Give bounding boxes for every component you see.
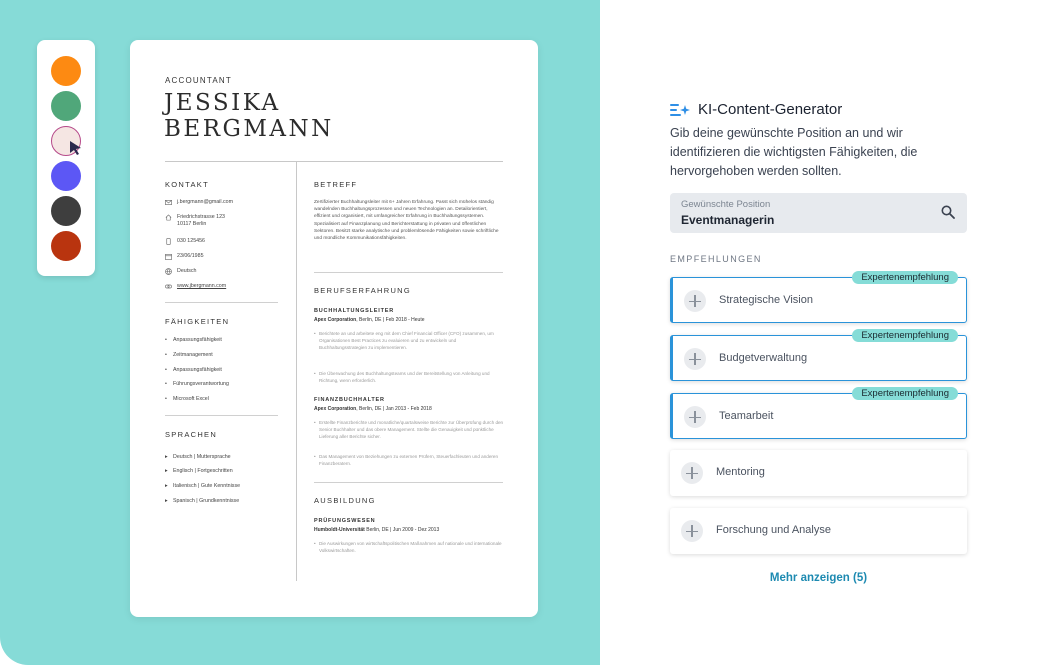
link-icon [165,283,172,290]
section-betreff: BETREFF [314,180,358,189]
section-faehigkeiten: FÄHIGKEITEN [165,317,230,326]
globe-icon [165,268,172,275]
education-dates: Berlin, DE | Jun 2009 - Dez 2013 [364,527,440,533]
recommendation-label: Mentoring [716,466,765,478]
recommendation-item[interactable] [670,330,967,381]
recommendation-item[interactable] [670,450,967,496]
section-sprachen: SPRACHEN [165,430,218,439]
color-palette [37,40,95,276]
contact-address [165,214,225,228]
resume-name-first: JESSIKA [164,90,281,116]
language-text: Spanisch | Grundkenntnisse [173,498,240,504]
recommendation-item[interactable] [670,388,967,439]
resume-name-last: BERGMANN [164,116,334,142]
skill-text: Führungsverantwortung [173,381,229,387]
berufserfahrung-divider [314,482,503,483]
contact-nationality [165,268,196,275]
plus-icon[interactable] [681,462,703,484]
mouse-cursor-icon [67,139,83,155]
section-ausbildung: AUSBILDUNG [314,496,376,505]
contact-phone-text: 030 125456 [177,238,205,244]
generator-description: Gib deine gewünschte Position an und wir identifizieren die wichtigsten Fähigkeiten, die hervorgehoben werden sollten. [670,126,918,178]
search-field-label: Gewünschte Position [681,199,771,210]
expert-badge: Expertenempfehlung [852,271,958,284]
kontakt-divider [165,302,278,303]
recommendation-label: Budgetverwaltung [719,352,808,364]
plus-icon[interactable] [684,348,706,370]
expert-badge: Expertenempfehlung [852,387,958,400]
skill-item: • Zeitmanagement [165,352,213,358]
plus-icon[interactable] [681,520,703,542]
resume-header-divider [165,161,503,162]
job-company: Apex Corporation [314,317,357,323]
job-bullet: • Die Überwachung des Buchhaltungsteams und der Bereitstellung von Anleitung und Richtung, wenn erforderlich. [314,370,504,384]
skill-item: • Microsoft Excel [165,396,209,402]
contact-email [165,199,233,206]
language-text: Englisch | Fortgeschritten [173,468,233,474]
contact-birthday-text: 23/06/1985 [177,253,204,259]
section-kontakt: KONTAKT [165,180,209,189]
job-dates: , Berlin, DE | Feb 2018 - Heute [356,317,425,323]
betreff-divider [314,272,503,273]
recommendations-label: EMPFEHLUNGEN [670,254,762,264]
color-swatch-orange[interactable] [51,56,81,86]
job-dates: , Berlin, DE | Jan 2013 - Feb 2018 [356,406,432,412]
faehigkeiten-divider [165,415,278,416]
skill-item: • Anpassungsfähigkeit [165,337,222,343]
job-bullet: • Erstellte Finanzberichte und monatliche/quartalsweise Berichte zur Überprüfung durch den Senior Buchhalter und das obere Management. Stellte die Genauigkeit und pünktliche Lieferung aller Berichte sicher. [314,419,504,440]
show-more-link[interactable]: Mehr anzeigen (5) [769,572,868,584]
contact-phone [165,238,205,245]
language-item: ▸ Spanisch | Grundkenntnisse [165,498,240,504]
plus-icon[interactable] [684,290,706,312]
skill-text: Anpassungsfähigkeit [173,337,222,343]
recommendation-label: Forschung und Analyse [716,524,831,536]
recommendation-item[interactable] [670,272,967,323]
skill-item: • Anpassungsfähigkeit [165,367,222,373]
expert-badge: Expertenempfehlung [852,329,958,342]
contact-address-line1: Friedrichstrasse 123 [177,214,225,220]
resume-preview [130,40,538,617]
summary-text: Zertifizierter Buchhaltungsleiter mit 6+ Jahren Erfahrung. Passt sich mühelos ständig wandelnden Buchhaltungsprozessen und neuen Technologien an. Detailorientiert, effizient und organisiert, mit umfangreicher Erfahrung in Buchhaltungssystemen. Spezialisiert auf Finanzplanung und Berichterstattung in privaten und öffentlichen Sektoren. Besitzt starke analytische und problemlösende Fähigkeiten sowie schriftliche und mündliche Kommunikationsfähigkeiten. [314,200,499,242]
language-text: Italienisch | Gute Kenntnisse [173,483,241,489]
resume-column-divider [296,161,297,581]
home-icon [165,214,172,221]
ai-generator-icon [670,102,690,118]
generator-title: KI-Content-Generator [698,101,843,118]
calendar-icon [165,253,172,260]
skill-text: Anpassungsfähigkeit [173,367,222,373]
education-meta [314,527,439,533]
language-item: ▸ Englisch | Fortgeschritten [165,468,233,474]
color-swatch-blush[interactable] [51,126,81,156]
phone-icon [165,238,172,245]
job-company: Apex Corporation [314,406,357,412]
section-berufserfahrung: BERUFSERFAHRUNG [314,286,412,295]
contact-birthday [165,253,204,260]
language-item: ▸ Italienisch | Gute Kenntnisse [165,483,241,489]
job-bullet: • Berichtete an und arbeitete eng mit dem Chief Financial Officer (CFO) zusammen, um Organisationen Best Practices zu evaluieren und zu entwickeln und Buchhaltungsstrategien zu implementieren. [314,330,504,351]
job-meta [314,317,425,323]
job-bullet: • Das Management von Beziehungen zu externen Prüfern, Steuerfachleuten und anderen Finanzberatern. [314,453,504,467]
recommendation-item[interactable] [670,508,967,554]
mail-icon [165,199,172,206]
color-swatch-rust[interactable] [51,231,81,261]
language-text: Deutsch | Muttersprache [173,454,231,460]
contact-nationality-text: Deutsch [177,268,197,274]
contact-address-line2: 10117 Berlin [177,221,207,227]
education-bullet: • Die Auswirkungen von wirtschaftspolitischen Maßnahmen auf nationale und internationale Volkswirtschaften. [314,540,504,554]
recommendation-label: Teamarbeit [719,410,774,422]
generator-header [670,101,842,118]
color-swatch-green[interactable] [51,91,81,121]
position-search-field[interactable] [670,193,967,233]
color-swatch-dark-gray[interactable] [51,196,81,226]
job-title: FINANZBUCHHALTER [314,397,385,403]
search-field-value[interactable]: Eventmanagerin [681,213,775,227]
job-title: BUCHHALTUNGSLEITER [314,308,394,314]
search-icon[interactable] [941,205,955,219]
education-school: Humboldt-Universität [314,527,365,533]
contact-website-text[interactable]: www.jbergmann.com [177,283,227,289]
language-item: ▸ Deutsch | Muttersprache [165,454,231,460]
contact-website [165,283,226,290]
recommendation-label: Strategische Vision [719,294,813,306]
skill-text: Microsoft Excel [173,396,209,402]
resume-name [164,90,334,142]
resume-role: ACCOUNTANT [165,76,232,85]
job-meta [314,406,432,412]
skill-item: • Führungsverantwortung [165,381,229,387]
contact-email-text: j.bergmann@gmail.com [177,199,234,205]
plus-icon[interactable] [684,406,706,428]
color-swatch-blue[interactable] [51,161,81,191]
education-title: PRÜFUNGSWESEN [314,518,376,524]
skill-text: Zeitmanagement [173,352,213,358]
